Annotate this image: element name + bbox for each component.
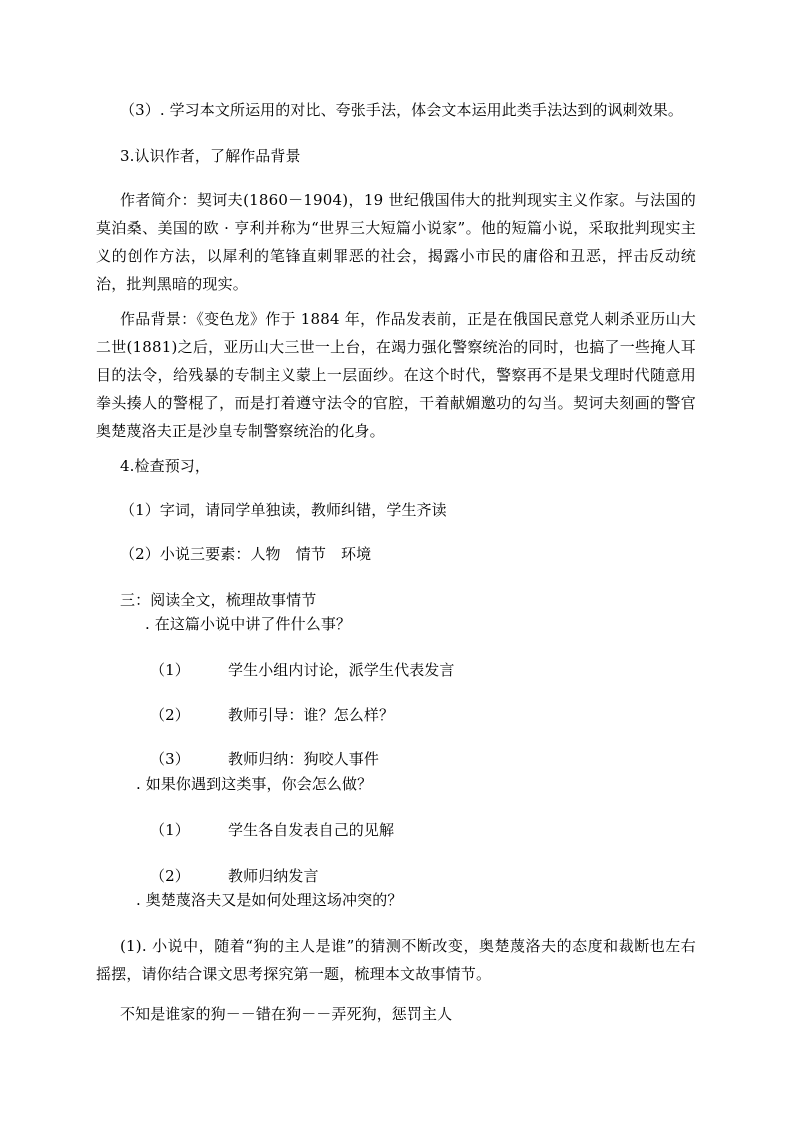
preview-item-1: （1）字词，请同学单独读，教师纠错，学生齐读: [120, 501, 447, 519]
objective-3: （3）. 学习本文所运用的对比、夸张手法，体会文本运用此类手法达到的讽刺效果。: [120, 101, 683, 119]
question-1: . 在这篇小说中讲了件什么事？: [145, 615, 352, 633]
plot-line-1: 不知是谁家的狗－－错在狗－－弄死狗，惩罚主人: [120, 1005, 453, 1023]
author-intro-paragraph: 作者简介：契诃夫(1860－1904)，19 世纪俄国伟大的批判现实主义作家。与法国的莫泊桑、美国的欧 · 亨利并称为“世界三大短篇小说家”。他的短篇小说，采取批判现实主义的创作方法，以犀利的笔锋直刺罪恶的社会，揭露小市民的庸俗和丑恶，抨击反动统治，批判黑暗的现实。: [96, 191, 696, 293]
plot-analysis-paragraph: (1). 小说中，随着“狗的主人是谁”的猜测不断改变，奥楚蔑洛夫的态度和裁断也左右摇摆，请你结合课文思考探究第一题，梳理本文故事情节。: [96, 937, 696, 983]
q1-item-2-num: （2）: [150, 706, 190, 724]
question-3: . 奥楚蔑洛夫又是如何处理这场冲突的？: [136, 891, 403, 909]
background-paragraph: 作品背景：《变色龙》作于 1884 年，作品发表前，正是在俄国民意党人刺杀亚历山大二世(1881)之后，亚历山大三世一上台，在竭力强化警察统治的同时，也搞了一些掩人耳目的法令，给残暴的专制主义蒙上一层面纱。在这个时代，警察再不是果戈理时代随意用拳头揍人的警棍了，而是打着遵守法令的官腔，干着献媚邀功的勾当。契诃夫刻画的警官奥楚蔑洛夫正是沙皇专制警察统治的化身。: [96, 310, 696, 440]
section-4-heading: 4.检查预习，: [120, 457, 211, 475]
q2-item-1-num: （1）: [150, 821, 190, 839]
q1-item-1-text: 学生小组内讨论，派学生代表发言: [228, 661, 455, 679]
question-2: . 如果你遇到这类事，你会怎么做？: [136, 775, 373, 793]
q1-item-1-num: （1）: [150, 661, 190, 679]
part-3-heading: 三：阅读全文，梳理故事情节: [120, 591, 317, 609]
preview-item-2: （2）小说三要素：人物 情节 环境: [120, 545, 372, 563]
q2-item-1-text: 学生各自发表自己的见解: [228, 821, 395, 839]
q2-item-2-text: 教师归纳发言: [228, 867, 319, 885]
q2-item-2-num: （2）: [150, 867, 190, 885]
q1-item-3-num: （3）: [150, 750, 190, 768]
section-3-heading: 3.认识作者，了解作品背景: [120, 147, 301, 165]
q1-item-2-text: 教师引导：谁？怎么样？: [228, 706, 395, 724]
q1-item-3-text: 教师归纳：狗咬人事件: [228, 750, 380, 768]
